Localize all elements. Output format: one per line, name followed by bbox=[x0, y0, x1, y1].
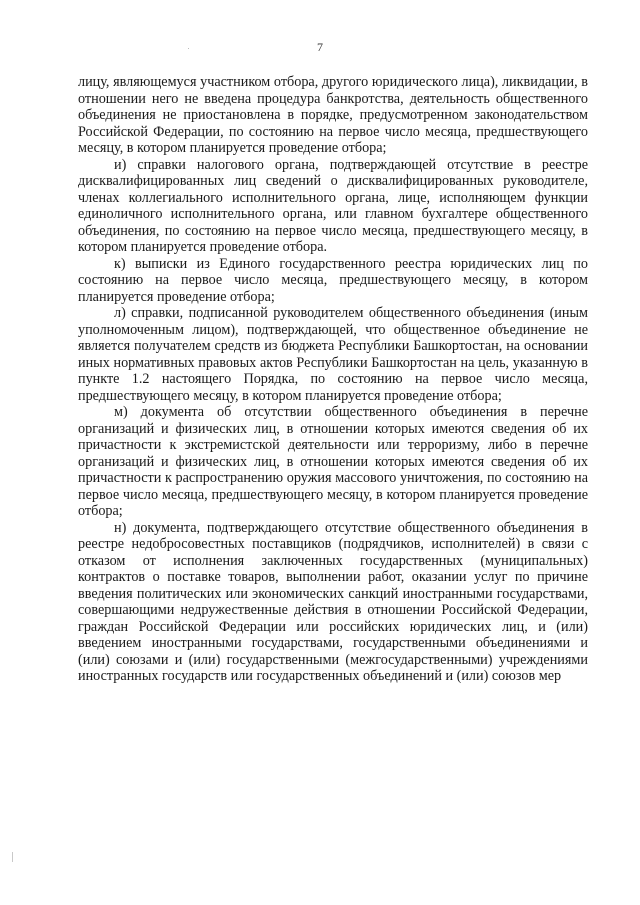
scan-margin-mark bbox=[12, 852, 13, 862]
paragraph-item-m: м) документа об отсутствии общественного объединения в перечне организаций и физических лиц, в отношении которых имеются сведения об их причастности к экстремистской деятельности или терроризму, либо в перечне организаций и физических лиц, в отношении которых имеются сведения об их причастности к распространению оружия массового уничтожения, по состоянию на первое число месяца, предшествующего месяцу, в котором планируется проведение отбора; bbox=[78, 404, 588, 519]
paragraph-item-k: к) выписки из Единого государственного реестра юридических лиц по состоянию на первое число месяца, предшествующего месяцу, в котором планируется проведение отбора; bbox=[78, 255, 588, 305]
body-text bbox=[78, 74, 588, 685]
paragraph-item-n: н) документа, подтверждающего отсутствие общественного объединения в реестре недобросовестных поставщиков (подрядчиков, исполнителей) в связи с отказом от исполнения заключенных государственных (муниципальных) контрактов о поставке товаров, выполнении работ, оказании услуг по причине введения политических или экономических санкций иностранными государствами, совершающими недружественные действия в отношении Российской Федерации, граждан Российской Федерации или российских юридических лиц, и (или) введением иностранными государствами, государственными объединениями и (или) союзами и (или) государственными (межгосударственными) учреждениями иностранных государств или государственных объединений и (или) союзов мер bbox=[78, 519, 588, 684]
paragraph-item-i: и) справки налогового органа, подтверждающей отсутствие в реестре дисквалифицированных лиц сведений о дисквалифицированных руководителе, членах коллегиального исполнительного органа, лице, исполняющем функции единоличного исполнительного органа, или главном бухгалтере общественного объединения, по состоянию на первое число месяца, предшествующего месяцу, в котором планируется проведение отбора. bbox=[78, 156, 588, 255]
paragraph-continuation: лицу, являющемуся участником отбора, другого юридического лица), ликвидации, в отношении него не введена процедура банкротства, деятельность общественного объединения не приостановлена в порядке, предусмотренном законодательством Российской Федерации, по состоянию на первое число месяца, предшествующего месяцу, в котором планируется проведение отбора; bbox=[78, 74, 588, 156]
paragraph-item-l: л) справки, подписанной руководителем общественного объединения (иным уполномоченным лицом), подтверждающей, что общественное объединение не является получателем средств из бюджета Республики Башкортостан, на основании иных нормативных правовых актов Республики Башкортостан на цель, указанную в пункте 1.2 настоящего Порядка, по состоянию на первое число месяца, предшествующего месяцу, в котором планируется проведение отбора; bbox=[78, 305, 588, 404]
page-number: 7 bbox=[317, 40, 323, 54]
